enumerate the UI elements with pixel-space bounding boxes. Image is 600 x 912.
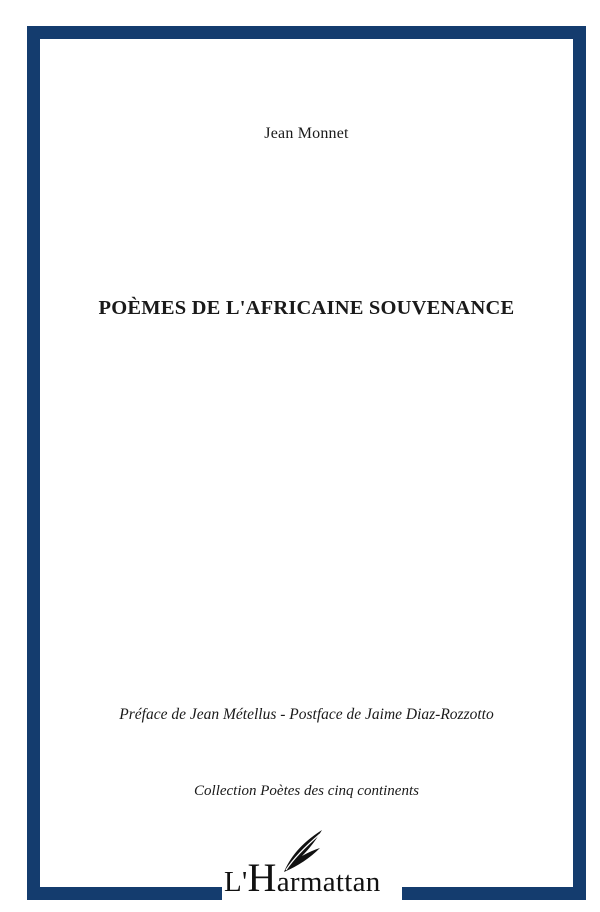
preface-line: Préface de Jean Métellus - Postface de Jaime Diaz-Rozzotto [119, 706, 494, 723]
publisher-initial: H [247, 855, 277, 900]
collection-name: Collection Poètes des cinq continents [194, 783, 419, 799]
author-name: Jean Monnet [264, 125, 349, 142]
publisher-logo [222, 828, 402, 912]
cover-frame [27, 26, 586, 900]
publisher-name [224, 855, 381, 900]
book-title: POÈMES DE L'AFRICAINE SOUVENANCE [98, 297, 515, 319]
publisher-rest: armattan [276, 866, 381, 898]
publisher-prefix: L' [224, 866, 248, 898]
